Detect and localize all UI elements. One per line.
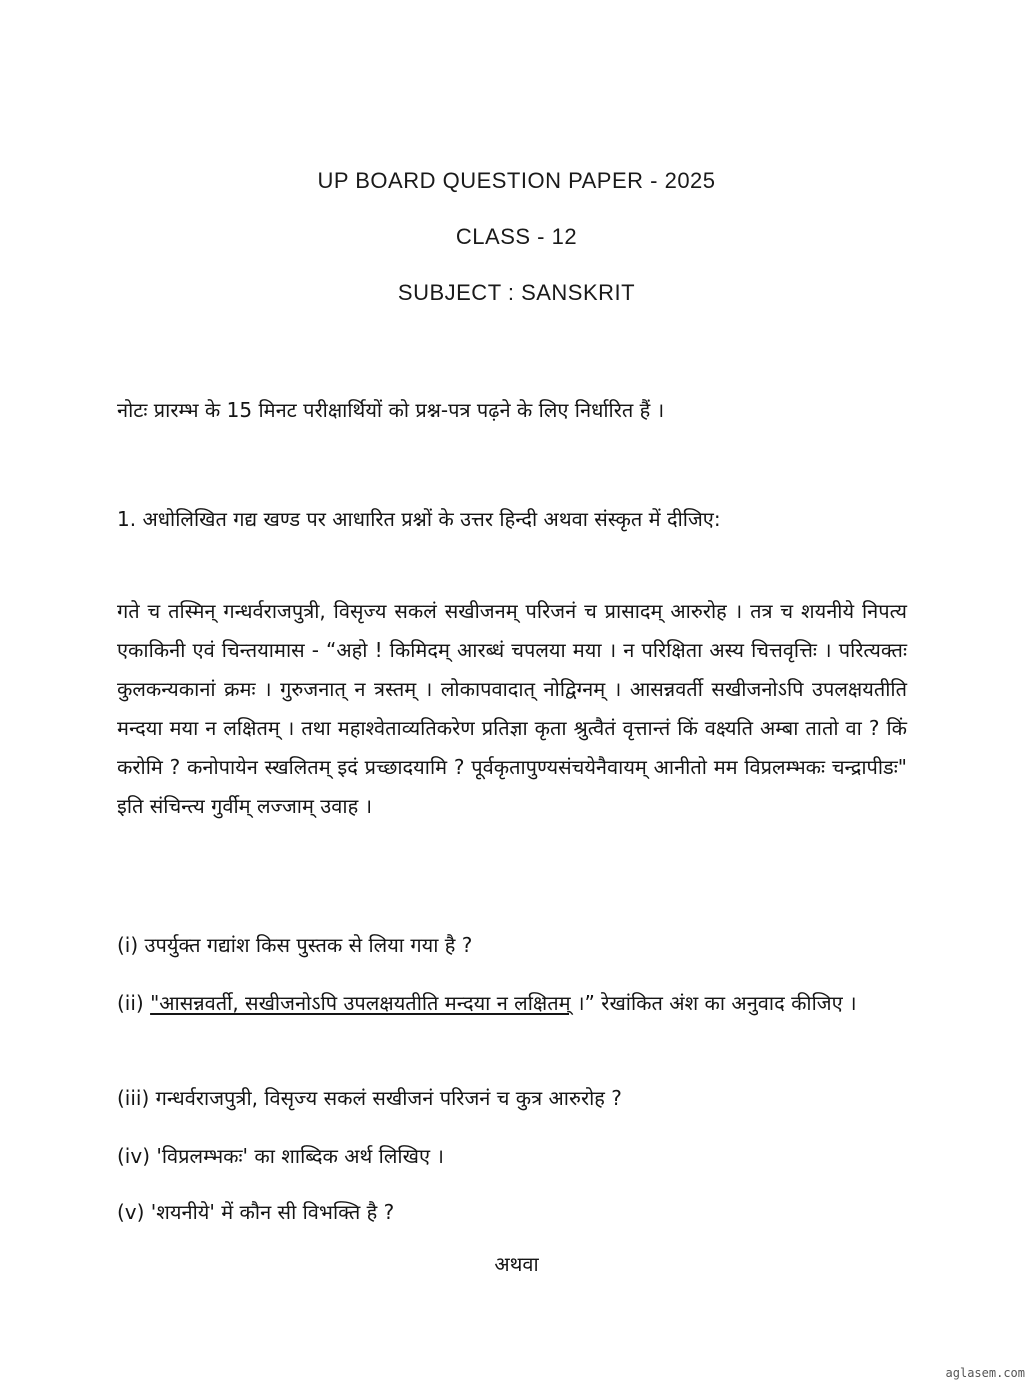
subquestion-iv: (iv) 'विप्रलम्भकः' का शाब्दिक अर्थ लिखिए । bbox=[117, 1144, 444, 1168]
class-heading: CLASS - 12 bbox=[455, 224, 578, 249]
or-divider: अथवा bbox=[494, 1252, 539, 1276]
subquestion-ii bbox=[117, 983, 907, 1023]
exam-note: नोटः प्रारम्भ के 15 मिनट परीक्षार्थियों को प्रश्न-पत्र पढ़ने के लिए निर्धारित हैं । bbox=[117, 398, 665, 422]
subquestion-ii-text: ।” रेखांकित अंश का अनुवाद कीजिए । bbox=[570, 991, 857, 1015]
question-1-instruction: 1. अधोलिखित गद्य खण्ड पर आधारित प्रश्नों के उत्तर हिन्दी अथवा संस्कृत में दीजिए: bbox=[117, 507, 721, 531]
source-watermark: aglasem.com bbox=[945, 1366, 1025, 1380]
paper-title: UP BOARD QUESTION PAPER - 2025 bbox=[317, 168, 716, 193]
subquestion-v: (v) 'शयनीये' में कौन सी विभक्ति है ? bbox=[117, 1200, 395, 1224]
subquestion-iii: (iii) गन्धर्वराजपुत्री, विसृज्य सकलं सखीजनं परिजनं च कुत्र आरुरोह ? bbox=[117, 1086, 622, 1110]
subquestion-i: (i) उपर्युक्त गद्यांश किस पुस्तक से लिया गया है ? bbox=[117, 933, 473, 957]
prose-passage: गते च तस्मिन् गन्धर्वराजपुत्री, विसृज्य सकलं सखीजनम् परिजनं च प्रासादम् आरुरोह । तत्र च शयनीये निपत्य एकाकिनी एवं चिन्तयामास - “अहो ! किमिदम् आरब्धं चपलया मया । न परिक्षिता अस्य चित्तवृत्तिः । परित्यक्तः कुलकन्यकानां क्रमः । गुरुजनात् न त्रस्तम् । लोकापवादात् नोद्विग्नम् । आसन्नवर्ती सखीजनोऽपि उपलक्षयतीति मन्दया मया न लक्षितम् । तथा महाश्वेताव्यतिकरेण प्रतिज्ञा कृता श्रुत्वैतं वृत्तान्तं किं वक्ष्यति अम्बा तातो वा ? किं करोमि ? कनोपायेन स्खलितम् इदं प्रच्छादयामि ? पूर्वकृतापुण्यसंचयेनैवायम् आनीतो मम विप्रलम्भकः चन्द्रापीडः" इति संचिन्त्य गुर्वीम् लज्जाम् उवाह । bbox=[117, 599, 907, 818]
underlined-phrase: "आसन्नवर्ती, सखीजनोऽपि उपलक्षयतीति मन्दया न लक्षितम् bbox=[150, 991, 571, 1015]
subquestion-ii-number: (ii) bbox=[117, 991, 151, 1015]
subject-heading: SUBJECT : SANSKRIT bbox=[397, 280, 636, 305]
